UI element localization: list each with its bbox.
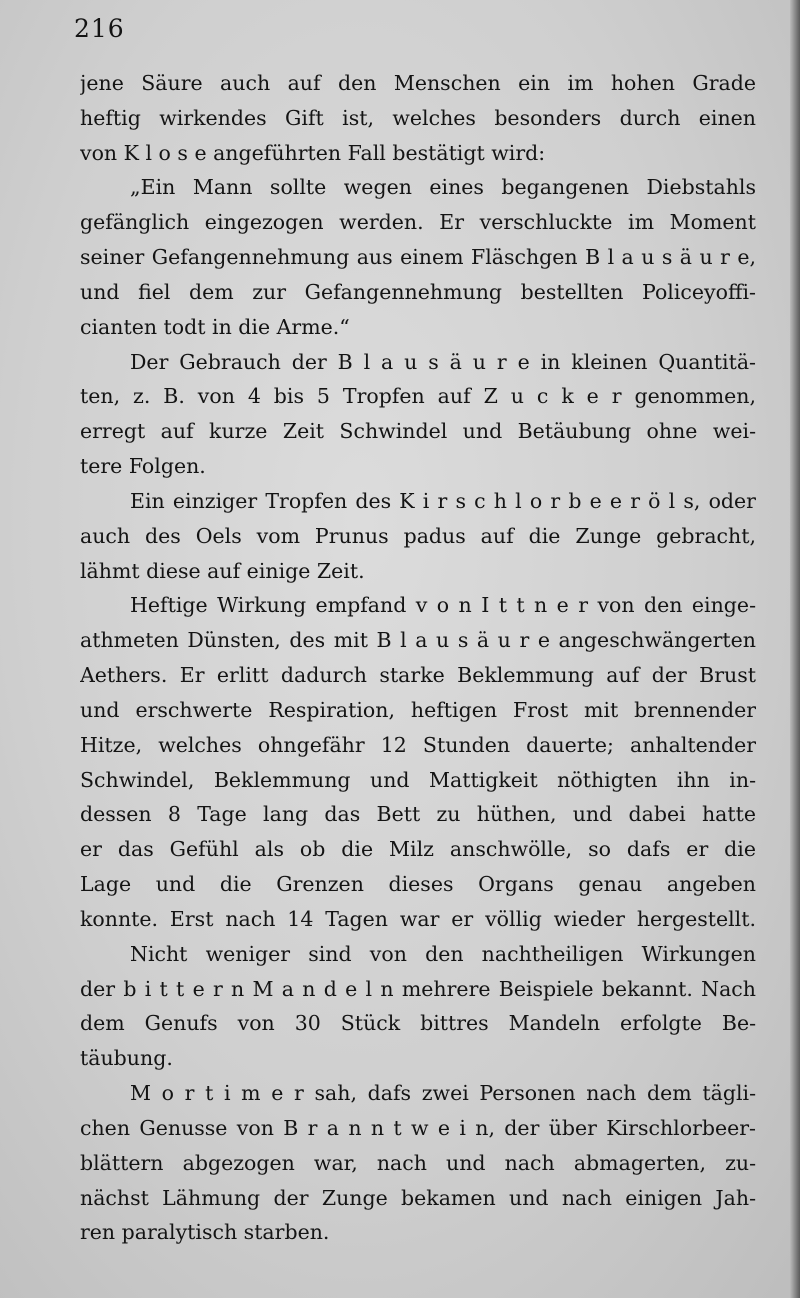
page-number: 216 (74, 14, 125, 43)
text-line: cianten todt in die Arme.“ (80, 314, 350, 339)
text-line: dessen 8 Tage lang das Bett zu hüthen, und dabei hatte (80, 802, 756, 827)
text-line: seiner Gefangennehmung aus einem Fläschgen B l a u s ä u r e, (80, 245, 756, 270)
text-line: Nicht weniger sind von den nachtheiligen Wirkungen (130, 941, 756, 966)
text-line: heftig wirkendes Gift ist, welches besonders durch einen (80, 105, 756, 130)
text-line: und erschwerte Respiration, heftigen Frost mit brennender (80, 697, 756, 722)
text-line: Aethers. Er erlitt dadurch starke Beklemmung auf der Brust (80, 663, 756, 688)
page-edge-shadow (790, 0, 800, 1298)
text-line: „Ein Mann sollte wegen eines begangenen Diebstahls (130, 175, 756, 200)
text-line: Heftige Wirkung empfand v o n I t t n e r von den einge- (130, 593, 756, 618)
body-text (80, 66, 756, 1250)
text-line: er das Gefühl als ob die Milz anschwölle, so dafs er die (80, 837, 756, 862)
text-line: chen Genusse von B r a n n t w e i n, der über Kirschlorbeer- (80, 1115, 756, 1140)
text-line: Hitze, welches ohngefähr 12 Stunden dauerte; anhaltender (80, 732, 756, 757)
text-line: Schwindel, Beklemmung und Mattigkeit nöthigten ihn in- (80, 767, 756, 792)
text-line: ten, z. B. von 4 bis 5 Tropfen auf Z u c k e r genommen, (80, 384, 756, 409)
text-line: ren paralytisch starben. (80, 1220, 330, 1245)
text-line: lähmt diese auf einige Zeit. (80, 558, 365, 583)
text-line: auch des Oels vom Prunus padus auf die Zunge gebracht, (80, 523, 756, 548)
text-line: der b i t t e r n M a n d e l n mehrere Beispiele bekannt. Nach (80, 976, 756, 1001)
text-line: und fiel dem zur Gefangennehmung bestellten Policeyoffi- (80, 279, 756, 304)
text-line: Ein einziger Tropfen des K i r s c h l o r b e e r ö l s, oder (130, 488, 756, 513)
text-line: Lage und die Grenzen dieses Organs genau angeben (80, 872, 756, 897)
text-line: konnte. Erst nach 14 Tagen war er völlig wieder hergestellt. (80, 906, 756, 931)
text-line: erregt auf kurze Zeit Schwindel und Betäubung ohne wei- (80, 419, 756, 444)
text-line: jene Säure auch auf den Menschen ein im hohen Grade (80, 71, 756, 95)
text-line: nächst Lähmung der Zunge bekamen und nach einigen Jah- (80, 1185, 756, 1210)
text-line: athmeten Dünsten, des mit B l a u s ä u r e angeschwängerten (80, 628, 756, 653)
text-line: Der Gebrauch der B l a u s ä u r e in kleinen Quantitä- (130, 349, 756, 374)
text-line: gefänglich eingezogen werden. Er verschluckte im Moment (80, 210, 756, 235)
text-line: von K l o s e angeführten Fall bestätigt wird: (80, 140, 546, 165)
text-line: blättern abgezogen war, nach und nach abmagerten, zu- (80, 1150, 756, 1175)
text-line: täubung. (80, 1046, 173, 1071)
text-line: tere Folgen. (80, 454, 206, 479)
text-line: dem Genufs von 30 Stück bittres Mandeln erfolgte Be- (80, 1011, 756, 1036)
text-line: M o r t i m e r sah, dafs zwei Personen nach dem tägli- (130, 1081, 756, 1106)
